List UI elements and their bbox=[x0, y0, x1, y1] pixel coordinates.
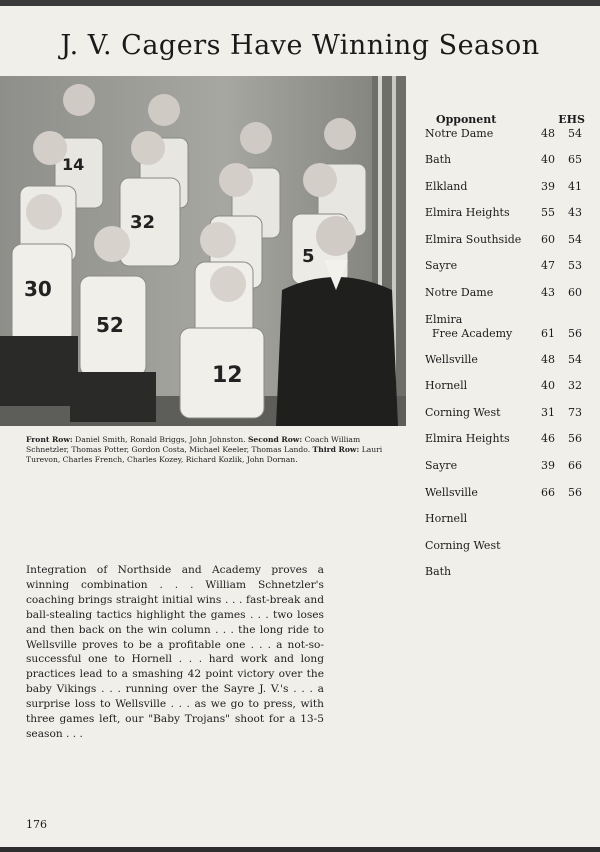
opponent-name: Elmira Free Academy bbox=[425, 312, 513, 340]
schedule-row bbox=[425, 180, 585, 207]
ehs-score: 65 bbox=[568, 153, 582, 166]
schedule-row bbox=[425, 512, 585, 539]
photo-caption bbox=[26, 435, 398, 465]
opponent-score: 47 bbox=[541, 259, 555, 273]
opponent-score: 48 bbox=[541, 127, 555, 140]
schedule-row bbox=[425, 459, 585, 486]
jersey-number: 32 bbox=[130, 212, 156, 233]
ehs-score: 66 bbox=[568, 458, 582, 472]
opponent-score: 60 bbox=[541, 232, 555, 246]
schedule-row bbox=[425, 153, 585, 180]
caption-names: Lauri Turevon, Charles French, Charles Kozey, Richard Kozlik, John Dornan. bbox=[26, 445, 383, 464]
opponent-name: Wellsville bbox=[425, 485, 478, 499]
jersey-number: 30 bbox=[24, 277, 52, 301]
ehs-column-header: EHS bbox=[558, 113, 585, 126]
opponent-name: Wellsville bbox=[425, 352, 478, 366]
page-title: J. V. Cagers Have Winning Season bbox=[60, 30, 540, 61]
schedule-row bbox=[425, 539, 585, 566]
opponent-name: Sayre bbox=[425, 259, 458, 273]
ehs-score: 56 bbox=[568, 326, 582, 340]
ehs-score: 54 bbox=[568, 232, 582, 246]
opponent-column-header: Opponent bbox=[436, 113, 497, 126]
opponent-score: 40 bbox=[541, 153, 555, 166]
schedule-row bbox=[425, 206, 585, 233]
caption-names: Daniel Smith, Ronald Briggs, John Johnston. bbox=[72, 435, 248, 444]
ehs-score: 56 bbox=[568, 432, 582, 446]
schedule-header bbox=[425, 113, 585, 127]
opponent-name: Hornell bbox=[425, 379, 468, 393]
jersey-number: 52 bbox=[96, 313, 124, 337]
opponent-score: 40 bbox=[541, 379, 555, 393]
schedule-row bbox=[425, 313, 585, 353]
opponent-name: Notre Dame bbox=[425, 285, 494, 299]
caption-row-label: Third Row: bbox=[312, 445, 360, 454]
caption-names: Coach William Schnetzler, Thomas Potter, Gordon Costa, Michael Keeler, Thomas Lando. bbox=[26, 435, 361, 454]
schedule-row bbox=[425, 286, 585, 313]
schedule-row bbox=[425, 432, 585, 459]
schedule-row bbox=[425, 379, 585, 406]
opponent-score: 43 bbox=[541, 285, 555, 299]
page-top-edge bbox=[0, 0, 600, 6]
opponent-score: 46 bbox=[541, 432, 555, 446]
jersey-number: 12 bbox=[212, 363, 243, 388]
opponent-name: Notre Dame bbox=[425, 127, 494, 140]
schedule-row bbox=[425, 565, 585, 592]
team-photo bbox=[0, 76, 406, 426]
opponent-name: Elmira Heights bbox=[425, 432, 510, 446]
opponent-name: Corning West bbox=[425, 405, 501, 419]
jersey-number: 5 bbox=[302, 246, 315, 267]
opponent-score: 66 bbox=[541, 485, 555, 499]
schedule-row bbox=[425, 127, 585, 153]
season-summary: Integration of Northside and Academy proves a winning combination . . . William Schnetzler's coaching brings straight initial wins . . . fast-break and ball-stealing tactics highlight the games . . . two loses and then back on the win column . . . the long ride to Wellsville proves to be a profitable one . . . a not-so-successful one to Hornell . . . hard work and long practices lead to a smashing 42 point victory over the baby Vikings . . . running over the Sayre J. V.'s . . . a surprise loss to Wellsville . . . as we go to press, with three games left, our "Baby Trojans" shoot for a 13-5 season . . . bbox=[26, 564, 324, 740]
jersey-number: 14 bbox=[62, 155, 85, 174]
season-schedule bbox=[425, 113, 585, 592]
ehs-score: 41 bbox=[568, 179, 582, 193]
schedule-row bbox=[425, 486, 585, 513]
schedule-rows bbox=[425, 127, 585, 592]
opponent-name: Bath bbox=[425, 565, 452, 579]
opponent-score: 31 bbox=[541, 405, 555, 419]
opponent-score: 48 bbox=[541, 352, 555, 366]
opponent-name: Elmira Southside bbox=[425, 232, 522, 246]
opponent-score: 55 bbox=[541, 206, 555, 220]
ehs-score: 43 bbox=[568, 206, 582, 220]
schedule-row bbox=[425, 233, 585, 260]
ehs-score: 54 bbox=[568, 352, 582, 366]
opponent-name: Elmira Heights bbox=[425, 206, 510, 220]
opponent-name: Corning West bbox=[425, 538, 501, 552]
ehs-score: 56 bbox=[568, 485, 582, 499]
caption-row-label: Second Row: bbox=[247, 435, 303, 444]
opponent-name: Elkland bbox=[425, 179, 468, 193]
team-photo-image bbox=[0, 76, 406, 426]
opponent-name: Bath bbox=[425, 153, 452, 166]
opponent-score: 39 bbox=[541, 179, 555, 193]
ehs-score: 53 bbox=[568, 259, 582, 273]
ehs-score: 54 bbox=[568, 127, 582, 140]
opponent-score: 61 bbox=[541, 326, 555, 340]
ehs-score: 73 bbox=[568, 405, 582, 419]
caption-row-label: Front Row: bbox=[26, 435, 73, 444]
ehs-score: 32 bbox=[568, 379, 582, 393]
schedule-row bbox=[425, 353, 585, 380]
opponent-score: 39 bbox=[541, 458, 555, 472]
schedule-row bbox=[425, 259, 585, 286]
opponent-name: Hornell bbox=[425, 512, 468, 526]
opponent-name: Sayre bbox=[425, 458, 458, 472]
page-number: 176 bbox=[26, 818, 47, 831]
ehs-score: 60 bbox=[568, 285, 582, 299]
schedule-row bbox=[425, 406, 585, 433]
page-bottom-edge bbox=[0, 847, 600, 852]
